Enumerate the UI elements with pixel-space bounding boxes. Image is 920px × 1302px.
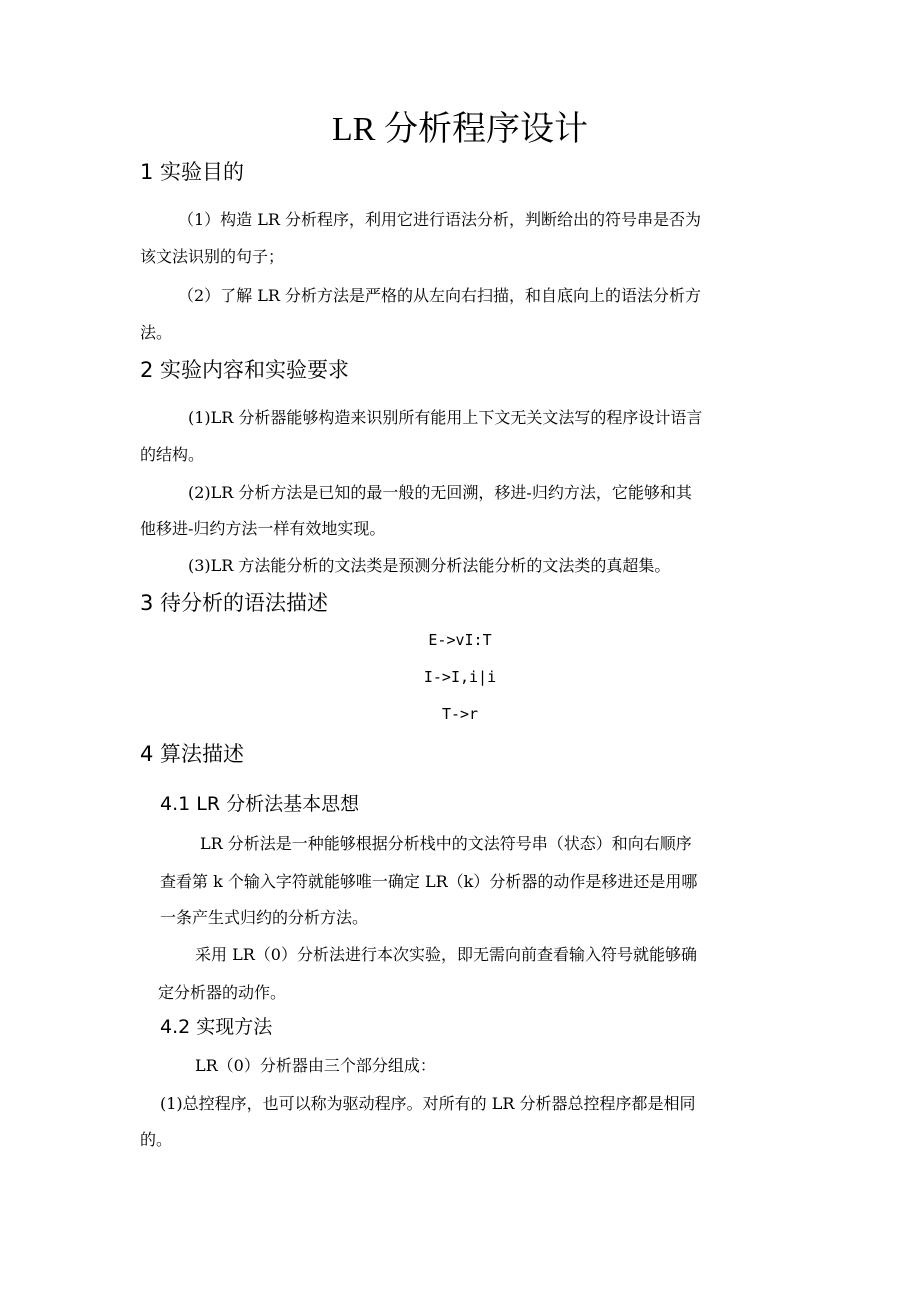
grammar-rule: I->I,i|i	[423, 668, 497, 686]
paragraph-line: 采用 LR（0）分析法进行本次实验，即无需向前查看输入符号就能够确	[195, 945, 697, 964]
paragraph-line: (3)LR 方法能分析的文法类是预测分析法能分析的文法类的真超集。	[188, 556, 671, 575]
grammar-rule: E->vI:T	[428, 631, 492, 649]
section-heading: 2 实验内容和实验要求	[140, 358, 350, 382]
paragraph-line: 定分析器的动作。	[158, 983, 287, 1002]
paragraph-line: （2）了解 LR 分析方法是严格的从左向右扫描，和自底向上的语法分析方	[178, 286, 702, 305]
grammar-rule: T->r	[441, 705, 479, 723]
section-heading: 1 实验目的	[140, 160, 245, 184]
paragraph-line: （1）构造 LR 分析程序，利用它进行语法分析，判断给出的符号串是否为	[178, 210, 702, 229]
paragraph-line: 的结构。	[140, 445, 205, 464]
section-heading: 3 待分析的语法描述	[140, 591, 329, 615]
paragraph-line: 该文法识别的句子；	[140, 247, 285, 266]
paragraph-line: 的。	[140, 1130, 173, 1149]
paragraph-line: 查看第 k 个输入字符就能够唯一确定 LR（k）分析器的动作是移进还是用哪	[160, 872, 698, 891]
paragraph-line: (1)LR 分析器能够构造来识别所有能用上下文无关文法写的程序设计语言	[188, 408, 703, 427]
paragraph-line: LR（0）分析器由三个部分组成：	[195, 1056, 436, 1075]
subsection-heading: 4.1 LR 分析法基本思想	[160, 793, 360, 815]
section-heading: 4 算法描述	[140, 742, 245, 766]
page-title: LR 分析程序设计	[332, 111, 588, 148]
paragraph-line: 他移进-归约方法一样有效地实现。	[140, 519, 386, 538]
paragraph-line: 一条产生式归约的分析方法。	[160, 908, 369, 927]
paragraph-line: 法。	[140, 323, 173, 342]
paragraph-line: (2)LR 分析方法是已知的最一般的无回溯，移进-归约方法，它能够和其	[188, 483, 692, 502]
subsection-heading: 4.2 实现方法	[160, 1016, 273, 1038]
paragraph-line: LR 分析法是一种能够根据分析栈中的文法符号串（状态）和向右顺序	[200, 834, 692, 853]
paragraph-line: (1)总控程序，也可以称为驱动程序。对所有的 LR 分析器总控程序都是相同	[160, 1094, 696, 1113]
